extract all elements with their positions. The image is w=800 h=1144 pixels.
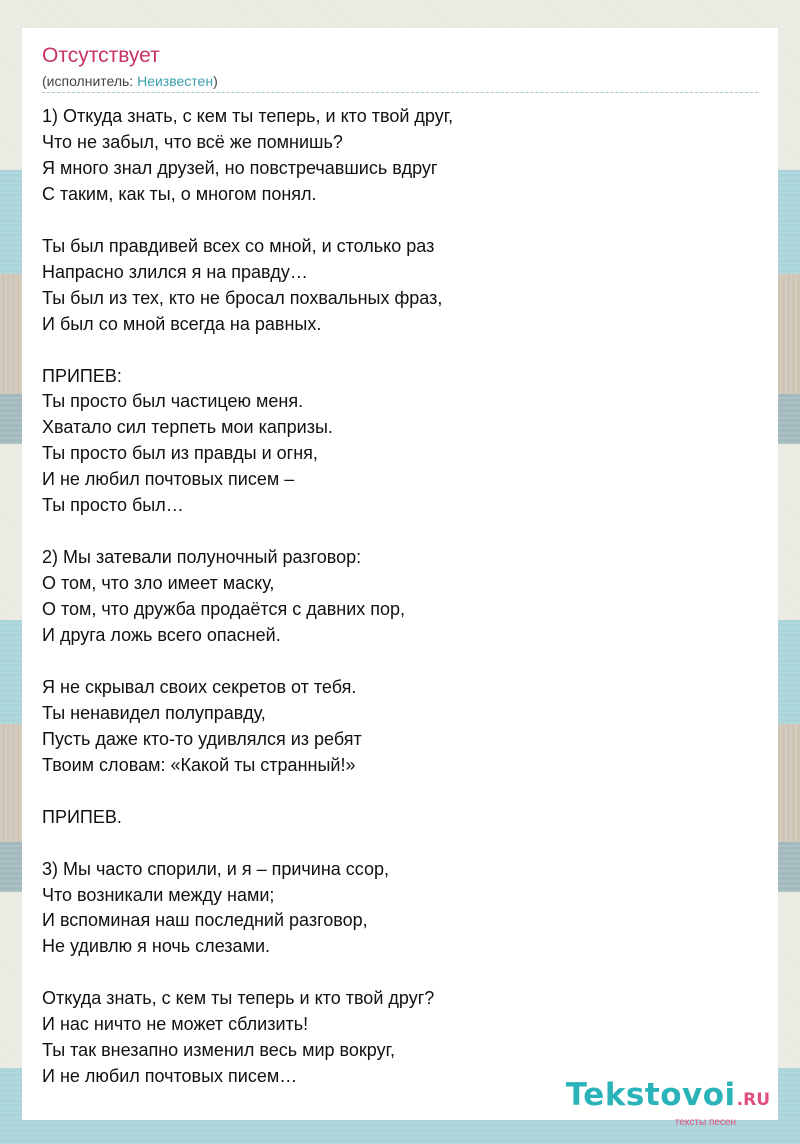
lyric-line: Хватало сил терпеть мои капризы. (42, 417, 333, 438)
logo-tld: .RU (736, 1090, 770, 1110)
lyric-line: Ты был правдивей всех со мной, и столько раз (42, 235, 435, 256)
lyric-line: Ты так внезапно изменил весь мир вокруг, (42, 1040, 395, 1061)
lyric-line: И вспоминая наш последний разговор, (42, 910, 368, 931)
song-title: Отсутствует (42, 44, 160, 67)
artist-link[interactable]: Неизвестен (137, 73, 214, 89)
lyrics-body (42, 104, 762, 1116)
lyric-line: Ты просто был из правды и огня, (42, 443, 318, 464)
lyric-line: Что возникали между нами; (42, 884, 275, 905)
lyric-line: 2) Мы затевали полуночный разговор: (42, 547, 362, 568)
lyric-line: Пусть даже кто-то удивлялся из ребят (42, 728, 362, 749)
lyrics-stanza (42, 857, 762, 961)
lyrics-stanza (42, 986, 762, 1090)
lyric-line: 1) Откуда знать, с кем ты теперь, и кто твой друг, (42, 106, 454, 126)
lyric-line: Ты просто был… (42, 495, 184, 516)
logo-wordmark (566, 1078, 770, 1117)
site-logo[interactable] (566, 1078, 770, 1128)
lyrics-stanza (42, 805, 762, 831)
artist-suffix: ) (213, 73, 218, 89)
logo-name: Tekstovoi (565, 1077, 736, 1113)
lyric-line: Не удивлю я ночь слезами. (42, 936, 270, 957)
lyrics-stanza (42, 104, 762, 208)
lyric-line: Ты ненавидел полуправду, (42, 702, 266, 723)
lyric-line: И не любил почтовых писем – (42, 469, 295, 490)
lyric-line: О том, что дружба продаётся с давних пор, (42, 599, 406, 620)
lyric-line: 3) Мы часто спорили, и я – причина ссор, (42, 858, 390, 879)
lyric-line: Напрасно злился я на правду… (42, 261, 308, 282)
lyric-line: И был со мной всегда на равных. (42, 313, 322, 334)
lyrics-stanza (42, 545, 762, 649)
lyric-line: Твоим словам: «Какой ты странный!» (42, 754, 356, 775)
logo-tagline: тексты песен (674, 1117, 736, 1128)
lyric-line: С таким, как ты, о многом понял. (42, 183, 317, 204)
lyric-line: ПРИПЕВ. (42, 806, 122, 827)
lyric-line: Ты был из тех, кто не бросал похвальных фраз, (42, 287, 443, 308)
lyric-line: И друга ложь всего опасней. (42, 625, 281, 646)
artist-prefix: (исполнитель: (42, 73, 138, 89)
lyric-line: Я не скрывал своих секретов от тебя. (42, 676, 357, 697)
lyric-line: И нас ничто не может сблизить! (42, 1014, 309, 1035)
title-divider (42, 92, 758, 93)
lyric-line: Я много знал друзей, но повстречавшись вдруг (42, 157, 438, 178)
lyric-line: Ты просто был частицею меня. (42, 391, 304, 412)
lyric-line: Что не забыл, что всё же помнишь? (42, 131, 343, 152)
lyric-line: О том, что зло имеет маску, (42, 573, 275, 594)
lyric-line: ПРИПЕВ: (42, 365, 122, 386)
lyrics-stanza (42, 364, 762, 520)
lyrics-stanza (42, 675, 762, 779)
artist-line (42, 73, 218, 89)
lyric-line: Откуда знать, с кем ты теперь и кто твой друг? (42, 988, 435, 1009)
lyrics-stanza (42, 234, 762, 338)
lyric-line: И не любил почтовых писем… (42, 1066, 298, 1087)
